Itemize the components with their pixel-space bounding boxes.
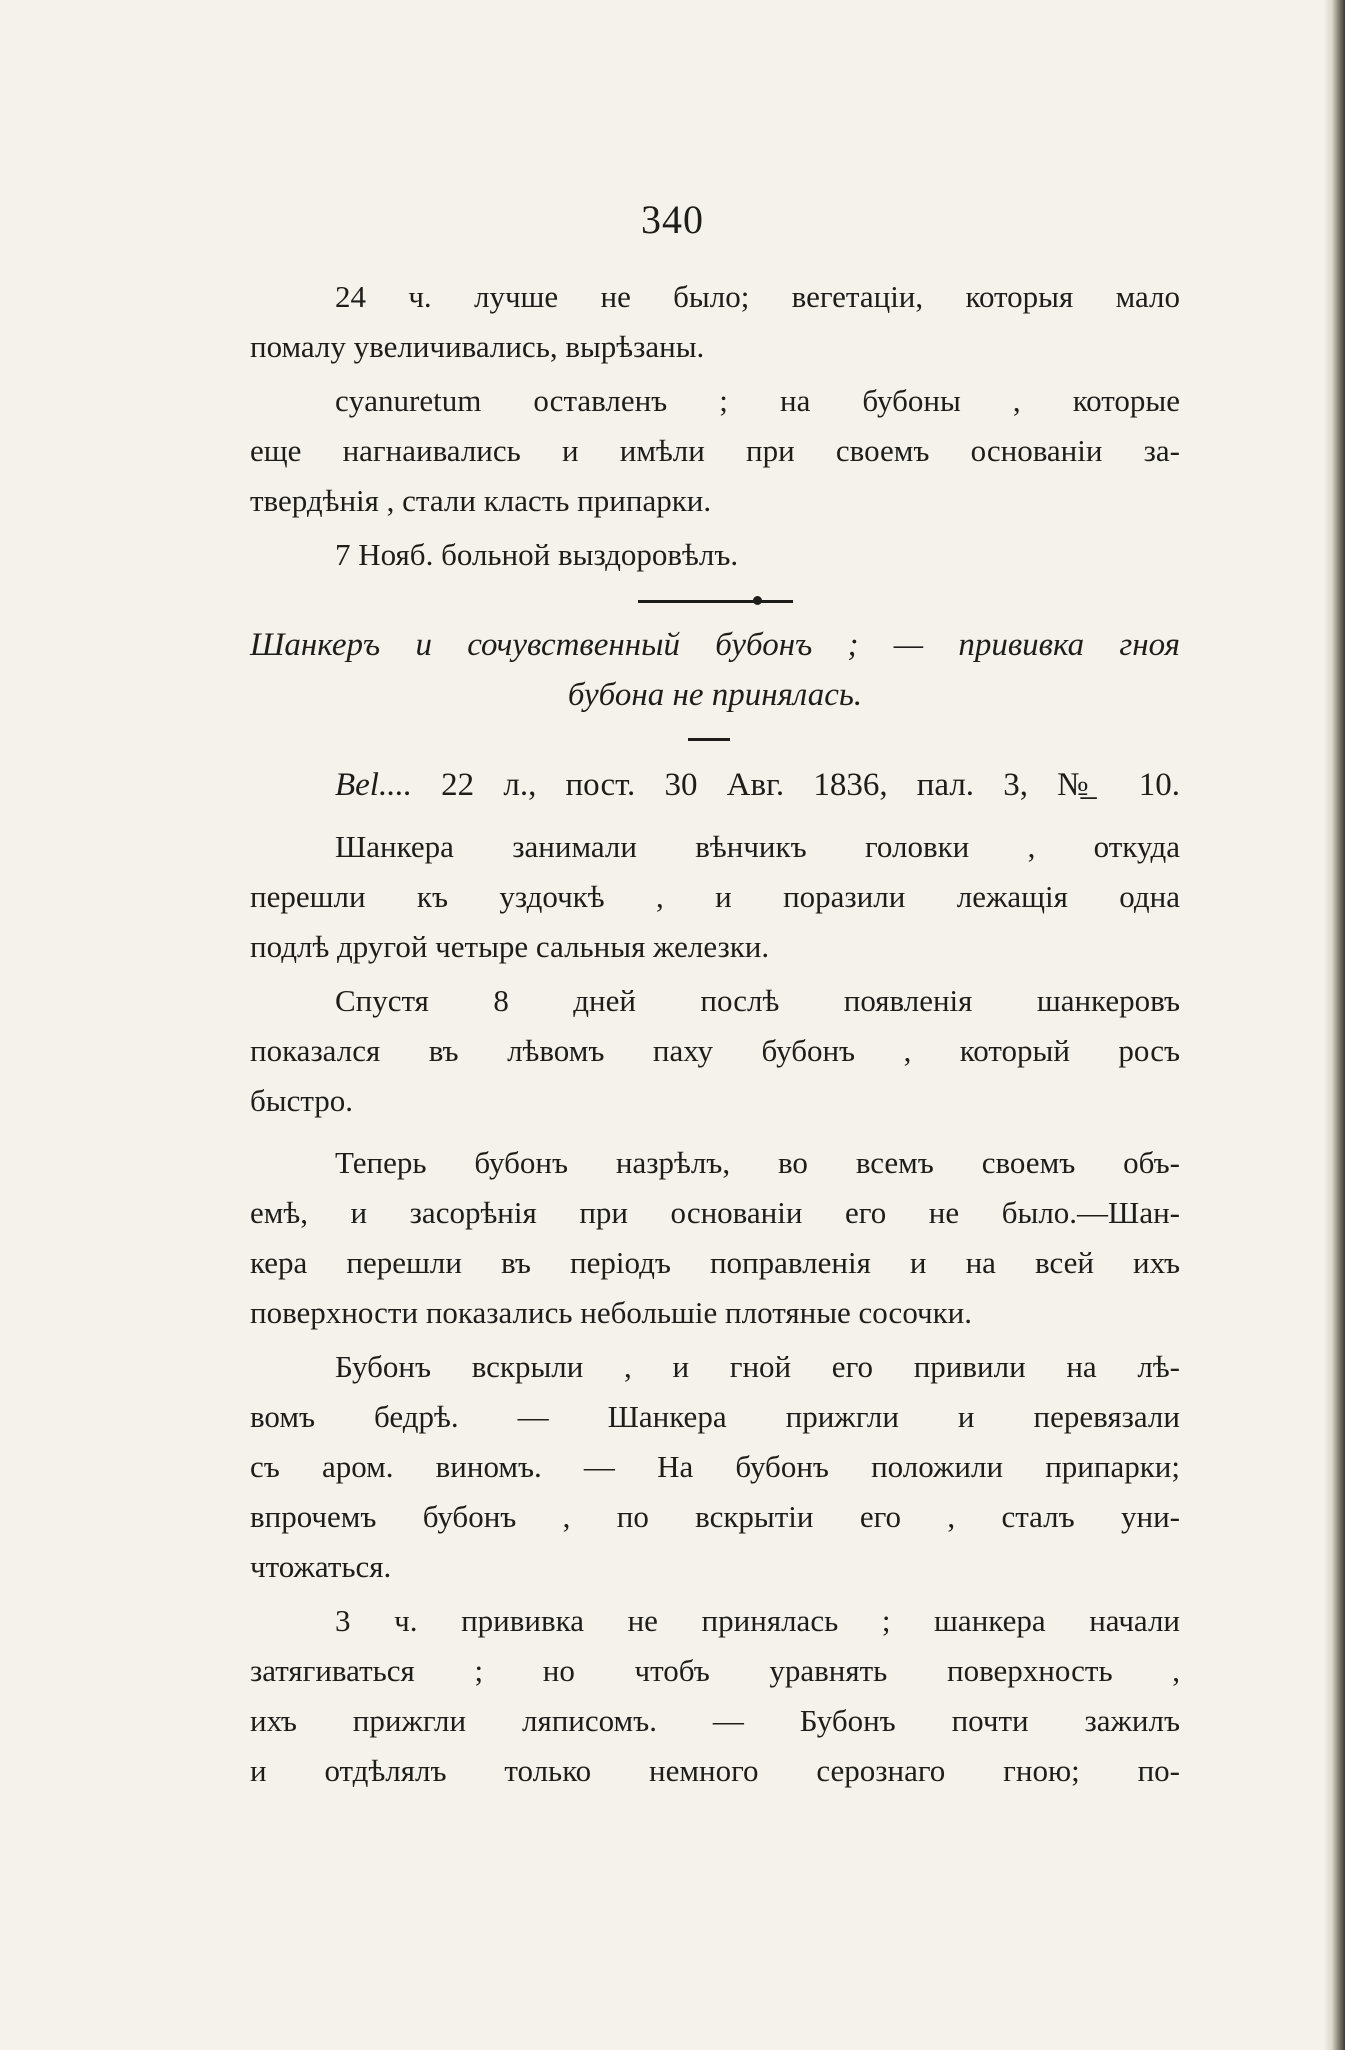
text-line: впрочемъ бубонъ , по вскрытіи его , сталъ уни- — [250, 1499, 1180, 1534]
patient-name: Bel.... — [335, 767, 412, 803]
text-line: еще нагнаивались и имѣли при своемъ основаніи за- — [250, 433, 1180, 468]
text-line: емѣ, и засорѣнія при основаніи его не было.—Шан- — [250, 1195, 1180, 1230]
page-number: 340 — [641, 197, 704, 242]
text-line: чтожаться. — [250, 1549, 392, 1584]
divider-dot — [753, 596, 762, 605]
text-line: затягиваться ; но чтобъ уравнять поверхность , — [250, 1653, 1180, 1688]
text-line: вомъ бедрѣ. — Шанкера прижгли и перевязали — [250, 1399, 1180, 1434]
text-line: Спустя 8 дней послѣ появленія шанкеровъ — [335, 983, 1180, 1018]
text-line: 3 ч. прививка не принялась ; шанкера начали — [335, 1603, 1180, 1638]
text-line: поверхности показались небольшіе плотяные сосочки. — [250, 1295, 973, 1330]
divider-line — [688, 738, 730, 741]
text-line: показался въ лѣвомъ паху бубонъ , который росъ — [250, 1033, 1180, 1068]
section-divider — [250, 580, 1180, 616]
heading-divider — [250, 720, 1180, 756]
text-line: cyanuretum оставленъ ; на бубоны , которые — [335, 383, 1180, 418]
case-record-line — [250, 760, 1180, 810]
text-line: съ аром. виномъ. — На бубонъ положили припарки; — [250, 1449, 1180, 1484]
text-line: кера перешли въ періодъ поправленія и на всей ихъ — [250, 1245, 1180, 1280]
text-line: подлѣ другой четыре сальныя железки. — [250, 929, 770, 964]
page-edge-shadow — [1323, 0, 1345, 2050]
text-line: твердѣнія , стали класть припарки. — [250, 483, 712, 518]
text-line: ихъ прижгли ляписомъ. — Бубонъ почти зажилъ — [250, 1703, 1180, 1738]
case-heading-line: Шанкеръ и сочувственный бубонъ ; — прививка гноя — [250, 627, 1180, 663]
page-text — [250, 272, 1180, 1796]
text-line: Шанкера занимали вѣнчикъ головки , откуда — [335, 829, 1180, 864]
patient-details: 22 л., пост. 30 Авг. 1836, пал. 3, №̲ 10. — [441, 767, 1180, 803]
text-line: и отдѣлялъ только немного серознаго гною; по- — [250, 1753, 1180, 1788]
text-line: Теперь бубонъ назрѣлъ, во всемъ своемъ объ- — [335, 1145, 1180, 1180]
text-line: Бубонъ вскрыли , и гной его привили на лѣ- — [335, 1349, 1180, 1384]
text-line: быстро. — [250, 1083, 354, 1118]
text-line: перешли къ уздочкѣ , и поразили лежащія одна — [250, 879, 1180, 914]
text-line: 7 Нояб. больной выздоровѣлъ. — [335, 537, 739, 572]
case-heading-line: бубона не принялась. — [567, 677, 863, 713]
text-line: помалу увеличивались, вырѣзаны. — [250, 329, 705, 364]
text-line: 24 ч. лучше не было; вегетаціи, которыя мало — [335, 279, 1180, 314]
divider-line — [638, 600, 793, 603]
